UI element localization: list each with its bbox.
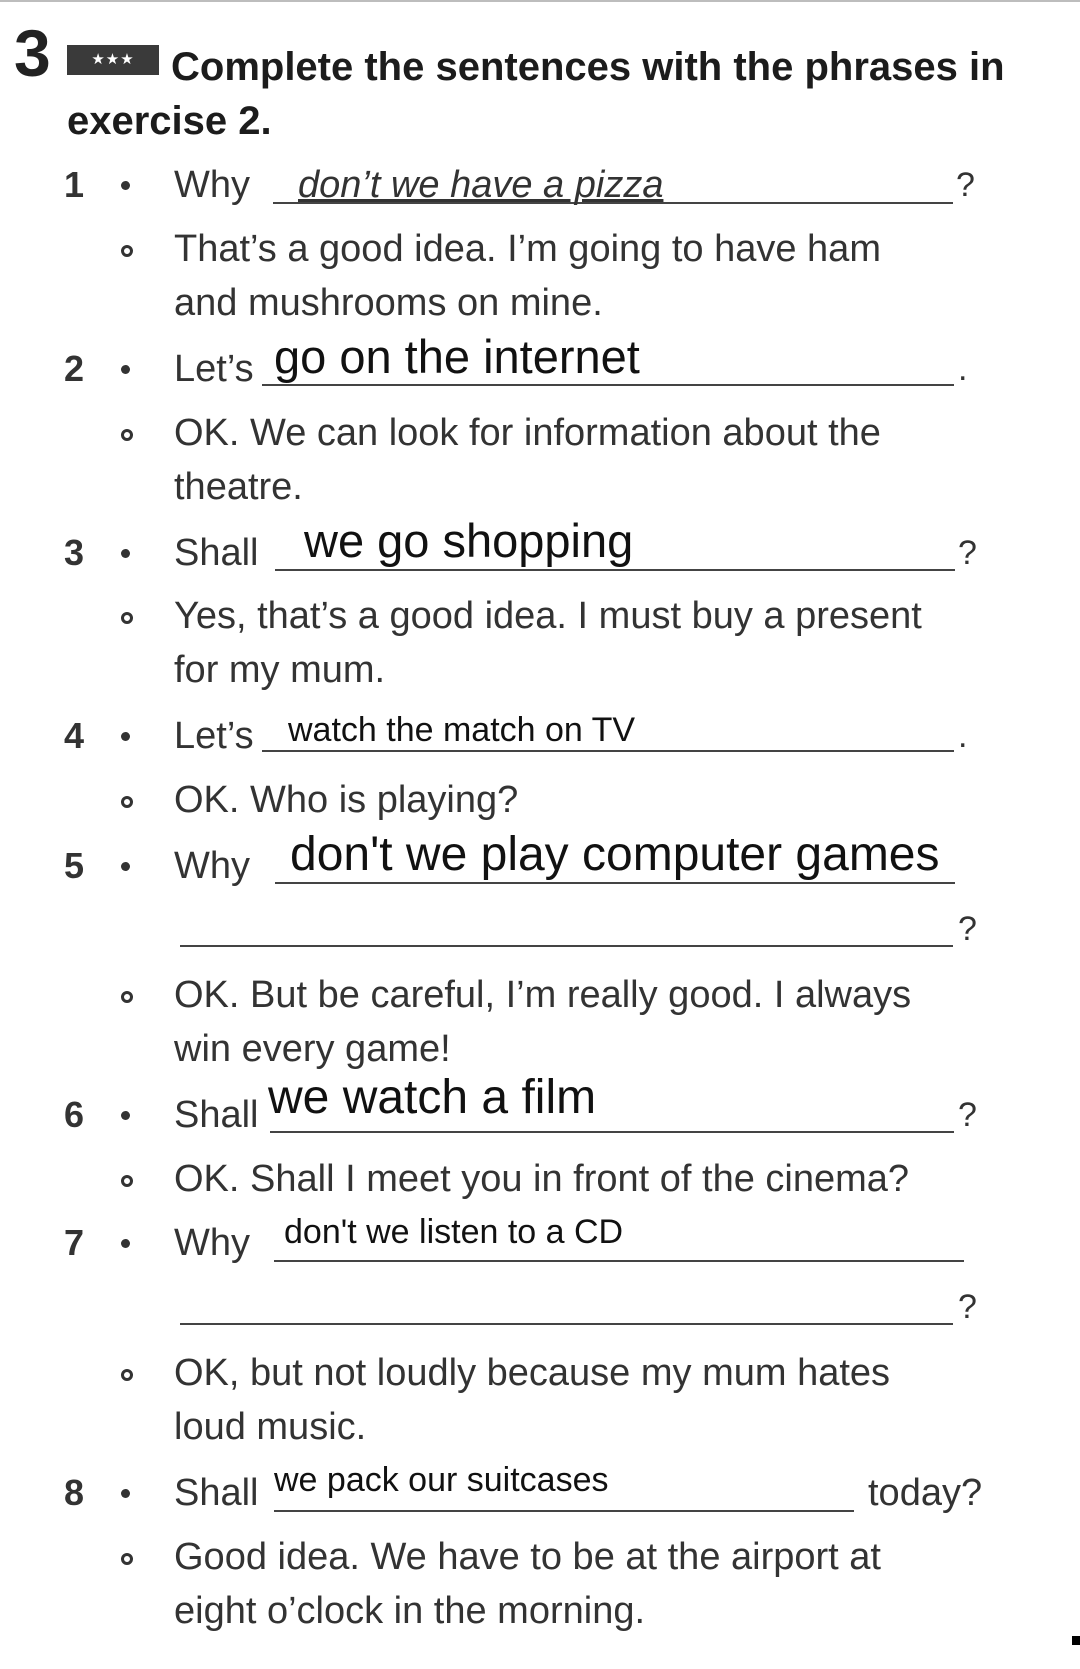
item-end: . xyxy=(958,350,968,388)
reply-line: theatre. xyxy=(174,466,303,508)
reply-line: OK. But be careful, I’m really good. I always xyxy=(174,974,912,1016)
speaker-a-bullet-icon xyxy=(121,1489,130,1498)
answer-line xyxy=(275,569,955,571)
speaker-a-bullet-icon xyxy=(121,862,130,871)
reply-line: OK, but not loudly because my mum hates xyxy=(174,1352,891,1394)
difficulty-stars-icon: ★★★ xyxy=(67,45,159,75)
exercise-number: 3 xyxy=(14,16,51,90)
item-prompt: Why xyxy=(174,1222,250,1264)
answer-line xyxy=(274,1260,964,1262)
speaker-a-bullet-icon xyxy=(121,181,130,190)
item-answer: we go shopping xyxy=(304,514,634,567)
exercise-instruction: Complete the sentences with the phrases in exercise 2. xyxy=(67,45,1005,143)
item-answer: don’t we have a pizza xyxy=(298,164,664,206)
item-number: 1 xyxy=(64,164,85,205)
reply-line: for my mum. xyxy=(174,649,386,691)
item-number: 8 xyxy=(64,1472,85,1513)
speaker-b-bullet-icon xyxy=(121,1369,133,1381)
item-end: ? xyxy=(958,1096,977,1134)
item-number: 2 xyxy=(64,348,85,389)
answer-line xyxy=(262,384,954,386)
item-prompt: Shall xyxy=(174,532,259,574)
item-number: 7 xyxy=(64,1222,85,1263)
reply-line: win every game! xyxy=(174,1028,451,1070)
item-end: ? xyxy=(958,1288,977,1326)
item-end: ? xyxy=(958,534,977,572)
item-prompt: Let’s xyxy=(174,715,254,757)
speaker-a-bullet-icon xyxy=(121,732,130,741)
item-prompt: Shall xyxy=(174,1472,259,1514)
reply-line: Yes, that’s a good idea. I must buy a present xyxy=(174,595,922,637)
item-number: 4 xyxy=(64,715,85,756)
answer-line-continued xyxy=(180,945,953,947)
speaker-b-bullet-icon xyxy=(121,429,133,441)
answer-line-continued xyxy=(180,1323,953,1325)
item-answer: don't we play computer games xyxy=(290,828,940,881)
answer-line xyxy=(270,1131,954,1133)
item-end: ? xyxy=(956,166,975,204)
item-answer: we pack our suitcases xyxy=(274,1461,609,1499)
item-end: ? xyxy=(958,910,977,948)
item-end: . xyxy=(958,717,968,755)
speaker-b-bullet-icon xyxy=(121,612,133,624)
item-number: 3 xyxy=(64,532,85,573)
item-answer: go on the internet xyxy=(274,330,640,383)
answer-line xyxy=(274,1510,854,1512)
speaker-b-bullet-icon xyxy=(121,1175,133,1187)
reply-line: OK. We can look for information about the xyxy=(174,412,881,454)
item-prompt: Shall xyxy=(174,1094,259,1136)
reply-line: and mushrooms on mine. xyxy=(174,282,603,324)
speaker-b-bullet-icon xyxy=(121,991,133,1003)
speaker-b-bullet-icon xyxy=(121,1553,133,1565)
item-prompt: Why xyxy=(174,164,250,206)
answer-line xyxy=(275,882,955,884)
reply-line: eight o’clock in the morning. xyxy=(174,1590,646,1632)
reply-line: loud music. xyxy=(174,1406,367,1448)
speaker-a-bullet-icon xyxy=(121,365,130,374)
item-answer: don't we listen to a CD xyxy=(284,1213,624,1251)
answer-line xyxy=(262,750,954,752)
reply-line: OK. Who is playing? xyxy=(174,779,519,821)
reply-line: That’s a good idea. I’m going to have ham xyxy=(174,228,881,270)
speaker-a-bullet-icon xyxy=(121,549,130,558)
item-prompt: Why xyxy=(174,845,250,887)
speaker-b-bullet-icon xyxy=(121,796,133,808)
item-end: today? xyxy=(868,1472,983,1514)
item-answer: watch the match on TV xyxy=(288,711,636,749)
speaker-b-bullet-icon xyxy=(121,245,133,257)
speaker-a-bullet-icon xyxy=(121,1239,130,1248)
item-answer: we watch a film xyxy=(268,1071,597,1124)
item-number: 5 xyxy=(64,845,85,886)
speaker-a-bullet-icon xyxy=(121,1111,130,1120)
reply-line: Good idea. We have to be at the airport at xyxy=(174,1536,881,1578)
item-number: 6 xyxy=(64,1094,85,1135)
item-prompt: Let’s xyxy=(174,348,254,390)
reply-line: OK. Shall I meet you in front of the cinema? xyxy=(174,1158,910,1200)
